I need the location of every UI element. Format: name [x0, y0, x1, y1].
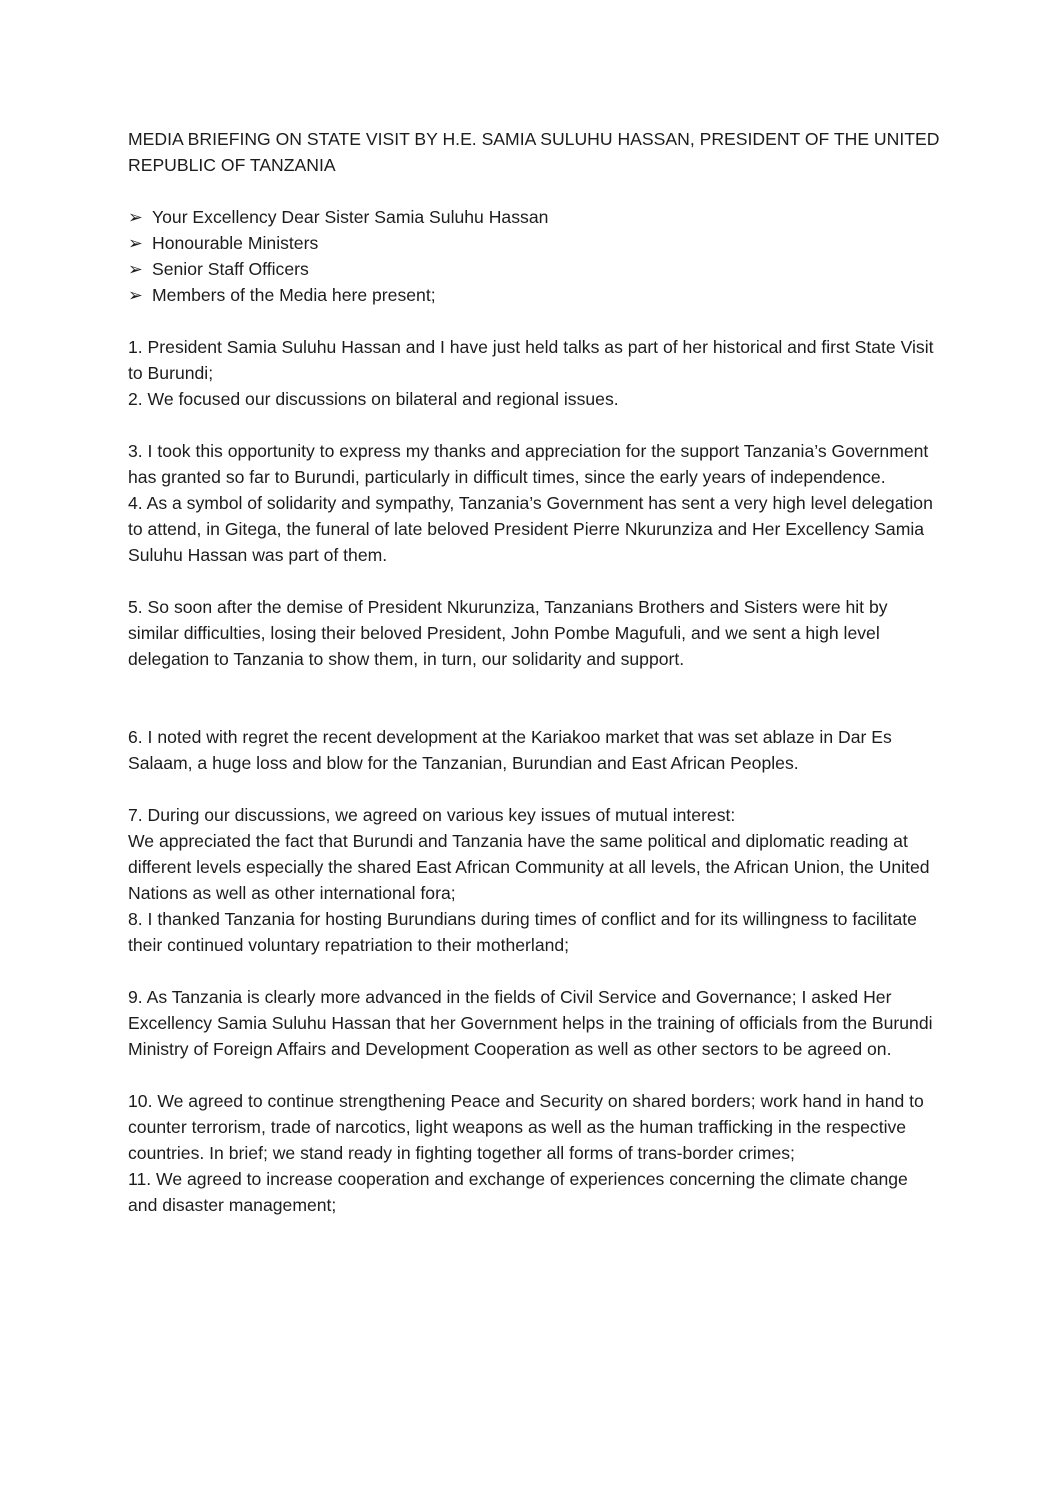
paragraph-group: [128, 802, 940, 958]
arrow-bullet-icon: ➢: [128, 259, 143, 279]
paragraph: 8. I thanked Tanzania for hosting Burundians during times of conflict and for its willingness to facilitate their continued voluntary repatriation to their motherland;: [128, 909, 917, 955]
salutation-text: Members of the Media here present;: [152, 285, 436, 305]
paragraph-group: [128, 724, 940, 776]
arrow-bullet-icon: ➢: [128, 233, 143, 253]
salutation-item: [128, 256, 940, 282]
paragraph: 11. We agreed to increase cooperation and exchange of experiences concerning the climate change and disaster management;: [128, 1169, 908, 1215]
salutation-item: [128, 230, 940, 256]
paragraph-group: [128, 984, 940, 1062]
paragraph: 6. I noted with regret the recent development at the Kariakoo market that was set ablaze in Dar Es Salaam, a huge loss and blow for the Tanzanian, Burundian and East African Peoples.: [128, 727, 892, 773]
document-page: [128, 126, 940, 1244]
paragraph: 5. So soon after the demise of President Nkurunziza, Tanzanians Brothers and Sisters were hit by similar difficulties, losing their beloved President, John Pombe Magufuli, and we sent a high level delegation to Tanzania to show them, in turn, our solidarity and support.: [128, 597, 888, 669]
document-title: MEDIA BRIEFING ON STATE VISIT BY H.E. SAMIA SULUHU HASSAN, PRESIDENT OF THE UNITED REPUBLIC OF TANZANIA: [128, 129, 940, 175]
paragraph-group: [128, 438, 940, 568]
paragraph: 10. We agreed to continue strengthening Peace and Security on shared borders; work hand in hand to counter terrorism, trade of narcotics, light weapons as well as the human trafficking in the respective countries. In brief; we stand ready in fighting together all forms of trans-border crimes;: [128, 1091, 924, 1163]
salutation-list: [128, 204, 940, 308]
paragraph: 9. As Tanzania is clearly more advanced in the fields of Civil Service and Governance; I asked Her Excellency Samia Suluhu Hassan that her Government helps in the training of officials from the Burundi Ministry of Foreign Affairs and Development Cooperation as well as other sectors to be agreed on.: [128, 987, 933, 1059]
paragraph: 3. I took this opportunity to express my thanks and appreciation for the support Tanzania’s Government has granted so far to Burundi, particularly in difficult times, since the early years of independence.: [128, 441, 929, 487]
paragraph-group: [128, 334, 940, 412]
salutation-item: [128, 282, 940, 308]
paragraph: 4. As a symbol of solidarity and sympathy, Tanzania’s Government has sent a very high level delegation to attend, in Gitega, the funeral of late beloved President Pierre Nkurunziza and Her Excellency Samia Suluhu Hassan was part of them.: [128, 493, 933, 565]
paragraph: 7. During our discussions, we agreed on various key issues of mutual interest:: [128, 805, 736, 825]
salutation-text: Honourable Ministers: [152, 233, 319, 253]
paragraph-group: [128, 594, 940, 672]
salutation-text: Senior Staff Officers: [152, 259, 309, 279]
arrow-bullet-icon: ➢: [128, 207, 143, 227]
paragraph: We appreciated the fact that Burundi and Tanzania have the same political and diplomatic reading at different levels especially the shared East African Community at all levels, the African Union, the United Nations as well as other international fora;: [128, 831, 930, 903]
paragraph-group: [128, 1088, 940, 1218]
salutation-item: [128, 204, 940, 230]
paragraph: 2. We focused our discussions on bilateral and regional issues.: [128, 389, 619, 409]
salutation-text: Your Excellency Dear Sister Samia Suluhu Hassan: [152, 207, 549, 227]
paragraph: 1. President Samia Suluhu Hassan and I have just held talks as part of her historical and first State Visit to Burundi;: [128, 337, 934, 383]
arrow-bullet-icon: ➢: [128, 285, 143, 305]
